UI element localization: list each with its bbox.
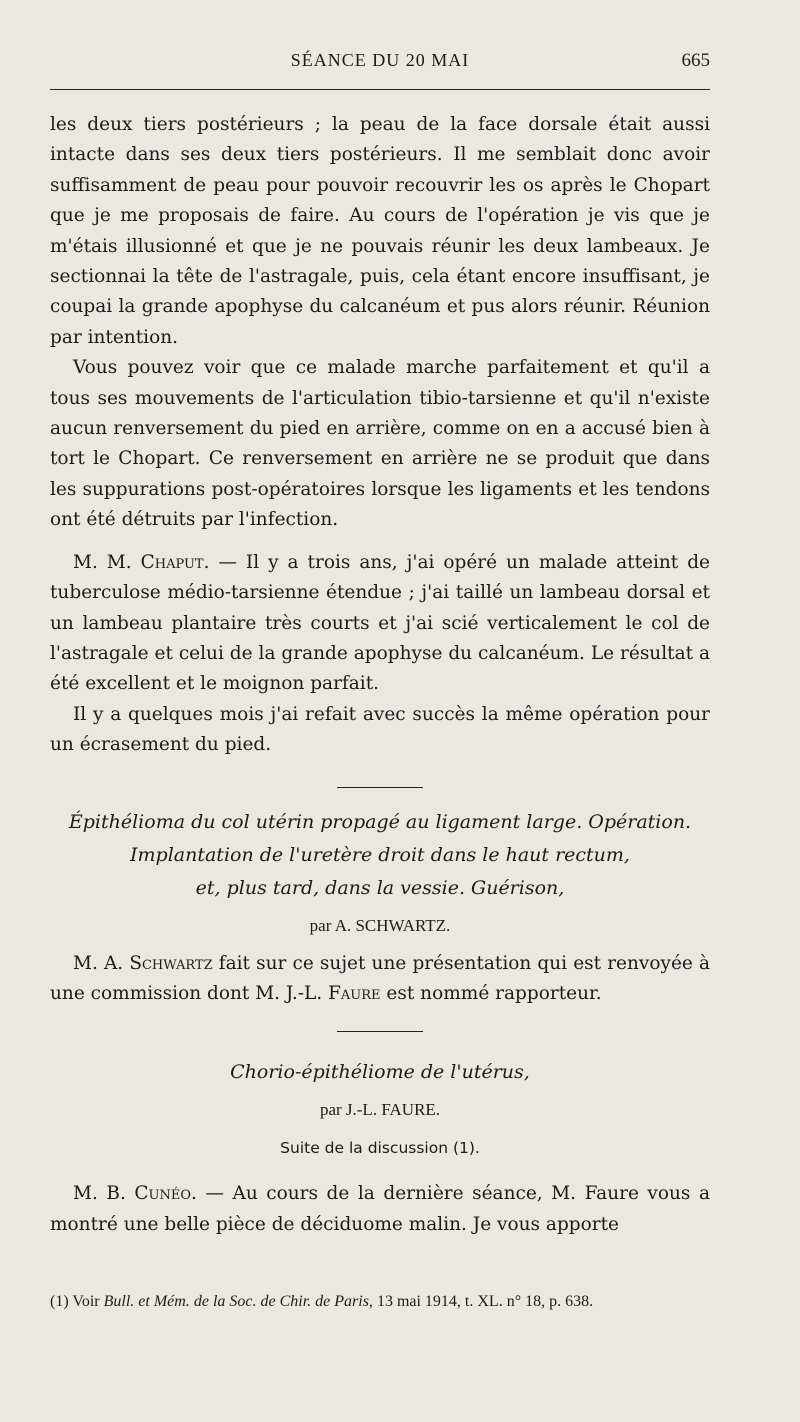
page-number: 665 xyxy=(681,50,710,71)
speaker-cuneo: M. B. Cunéo. xyxy=(73,1183,197,1205)
byline-schwartz: par A. SCHWARTZ. xyxy=(309,915,451,935)
cuneo-text: — Au cours de la dernière séance, M. Faure vous a montré une belle pièce de déciduome malin. Je vous apporte xyxy=(50,1183,710,1235)
paragraph-malade: Vous pouvez voir que ce malade marche parfaitement et qu'il a tous ses mouvements de l'articulation tibio-tarsienne et qu'il n'existe aucun renversement du pied en arrière, comme on en a accusé bien à tort le Chopart. Ce renversement en arrière ne se produit que dans les suppurations post-opératoires lorsque les ligaments et les tendons ont été détruits par l'infection. xyxy=(50,357,710,531)
schwartz-text-b: est nommé rapporteur. xyxy=(380,982,602,1004)
speaker-chaput: M. M. Chaput. xyxy=(73,551,210,573)
name-faure: Faure xyxy=(328,982,381,1004)
page-header xyxy=(50,50,710,80)
title-line-1: Épithélioma du col utérin propagé au ligament large. Opération. xyxy=(68,810,692,833)
footnote-prefix: (1) Voir xyxy=(50,1293,104,1310)
section-divider xyxy=(337,787,423,788)
section-title-chorio: Chorio-épithéliome de l'utérus, xyxy=(230,1061,530,1084)
chaput-text: — Il y a trois ans, j'ai opéré un malade atteint de tuberculose médio-tarsienne étendue ; j'ai taillé un lambeau dorsal et un lambeau plantaire très courts et j'ai scié verticalement le col de l'astragale et celui de la grande apophyse du calcanéum. Le résultat a été excellent et le moignon parfait. xyxy=(50,551,710,695)
running-title: SÉANCE DU 20 MAI xyxy=(290,50,470,70)
paragraph-quelques-mois: Il y a quelques mois j'ai refait avec succès la même opération pour un écrasement du pied. xyxy=(50,703,710,756)
footnote xyxy=(50,1290,710,1314)
spacer xyxy=(50,536,710,548)
header-rule xyxy=(50,89,710,90)
schwartz-text-a: fait sur ce sujet une présentation qui est renvoyée à une commission dont M. J.-L. xyxy=(50,952,711,1004)
paragraph-chaput xyxy=(50,548,710,700)
paragraph-continuation: les deux tiers postérieurs ; la peau de la face dorsale était aussi intacte dans ses deux tiers postérieurs. Il me semblait donc avoir suffisamment de peau pour pouvoir recouvrir les os après le Chopart que je me proposais de faire. Au cours de l'opération je vis que je m'étais illusionné et que je ne pouvais réunir les deux lambeaux. Je sectionnai la tête de l'astragale, puis, cela étant encore insuffisant, je coupai la grande apophyse du calcanéum et pus alors réunir. Réunion par intention. xyxy=(50,114,710,348)
footnote-source: Bull. et Mém. de la Soc. de Chir. de Paris, xyxy=(103,1293,373,1310)
title-line-3: et, plus tard, dans la vessie. Guérison, xyxy=(195,876,565,899)
spacer-2 xyxy=(50,1163,710,1179)
body-text xyxy=(50,110,710,1240)
speaker-prefix: M. A. xyxy=(73,952,130,974)
paragraph-schwartz xyxy=(50,949,710,1010)
section-divider-2 xyxy=(337,1031,423,1032)
footnote-rest: 13 mai 1914, t. XL. n° 18, p. 638. xyxy=(372,1293,594,1310)
section-title-epithelioma xyxy=(50,806,710,905)
speaker-schwartz: Schwartz xyxy=(129,952,213,974)
discussion-subtitle: Suite de la discussion (1). xyxy=(280,1139,480,1158)
title-line-2: Implantation de l'uretère droit dans le haut rectum, xyxy=(130,843,630,866)
paragraph-cuneo xyxy=(50,1179,710,1240)
byline-faure: par J.-L. FAURE. xyxy=(319,1100,441,1120)
